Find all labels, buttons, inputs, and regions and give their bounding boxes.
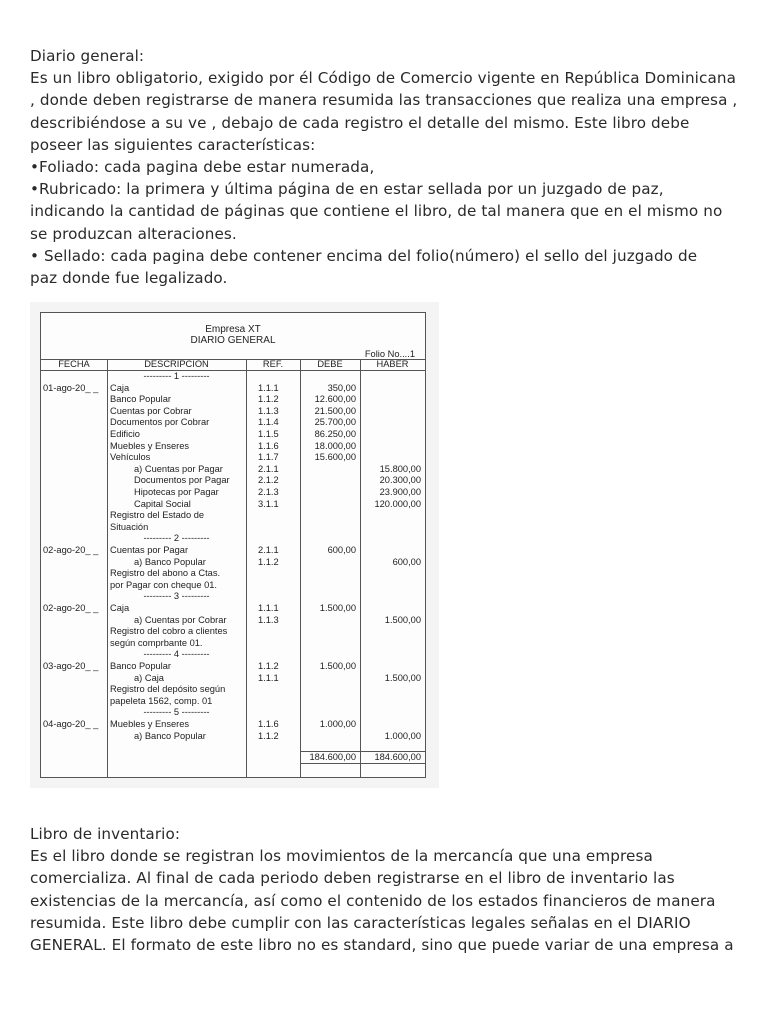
row-ref: 1.1.3 [258,614,279,625]
row-description: Edificio [110,429,140,439]
row-debe: 1.000,00 [319,719,356,729]
diario-general-line: indicando la cantidad de páginas que contiene el libro, de tal manera que en el mismo no [30,202,723,221]
row-description: por Pagar con cheque 01. [110,579,217,590]
ledger-folio: Folio No....1 [364,349,415,359]
row-description: Registro del Estado de [110,510,205,521]
header-ref: REF. [262,359,284,369]
row-description: Capital Social [134,498,191,509]
libro-inventario-heading: Libro de inventario: [30,825,181,843]
diario-general-line: Es un libro obligatorio, exigido por él Código de Comercio vigente en República Dominicana [30,69,736,88]
diario-general-heading: Diario general: [30,47,145,65]
libro-inventario-line: GENERAL. El formato de este libro no es standard, sino que puede variar de una empresa a [30,936,734,955]
row-debe: 350,00 [327,382,356,393]
row-haber: 120.000,00 [374,498,421,509]
row-ref: 1.1.2 [258,730,279,741]
row-ref: 1.1.2 [258,661,279,671]
row-haber: 15.800,00 [379,463,421,474]
row-debe: 1.500,00 [319,661,356,671]
row-description: Caja [110,603,130,613]
row-haber: 20.300,00 [379,475,421,486]
row-description: papeleta 1562, comp. 01 [110,695,213,706]
row-fecha: 02-ago-20_ _ [43,603,99,613]
row-ref: 1.1.2 [258,556,279,567]
libro-inventario-paragraph [30,823,742,956]
row-debe: 86.250,00 [314,429,356,439]
row-debe: 600,00 [327,545,356,555]
header-descripcion: DESCRIPCION [144,359,209,369]
row-ref: 2.1.2 [258,475,279,486]
row-ref: 2.1.1 [258,545,279,555]
diario-general-line: paz donde fue legalizado. [30,269,228,288]
row-fecha: 02-ago-20_ _ [43,545,99,555]
total-debe: 184.600,00 [309,752,356,762]
row-haber: 600,00 [392,556,421,567]
row-ref: 1.1.6 [258,440,279,451]
header-fecha: FECHA [58,359,90,369]
row-debe: 12.600,00 [314,394,356,405]
row-debe: 15.600,00 [314,452,356,463]
row-description: a) Banco Popular [134,730,206,741]
row-fecha: 04-ago-20_ _ [43,719,99,729]
diario-general-line: • Sellado: cada pagina debe contener encima del folio(número) el sello del juzgado de [30,246,698,265]
row-description: Cuentas por Cobrar [110,405,192,416]
row-description: Banco Popular [110,394,171,405]
row-ref: 1.1.3 [258,405,279,416]
libro-inventario-line: comercializa. Al final de cada periodo deben registrarse en el libro de inventario las [30,869,675,888]
diario-general-line: poseer las siguientes características: [30,135,316,154]
diario-general-paragraph [30,45,742,289]
row-separator: --------- 4 --------- [143,649,210,660]
row-separator: --------- 2 --------- [143,533,210,544]
row-ref: 1.1.1 [258,672,279,683]
libro-inventario-line: Es el libro donde se registran los movimientos de la mercancía que una empresa [30,847,653,866]
row-ref: 1.1.2 [258,394,279,405]
row-description: Registro del depósito según [110,684,226,695]
header-debe: DEBE [317,359,343,369]
diario-general-line: se produzcan alteraciones. [30,224,237,243]
diario-general-line: •Foliado: cada pagina debe estar numerada, [30,158,375,177]
row-description: Documentos por Cobrar [110,417,210,428]
row-description: Muebles y Enseres [110,440,190,451]
col-divider-descripcion [246,359,247,777]
row-description: a) Cuentas por Cobrar [134,614,227,625]
row-description: Hipotecas por Pagar [134,487,219,497]
ledger-table [40,312,426,778]
row-ref: 3.1.1 [258,498,279,509]
row-ref: 2.1.3 [258,487,279,497]
row-description: Vehículos [110,452,151,463]
total-haber: 184.600,00 [374,752,421,762]
row-ref: 1.1.4 [258,417,279,428]
row-ref: 1.1.6 [258,719,279,729]
row-debe: 18.000,00 [314,440,356,451]
row-description: Registro del cobro a clientes [110,626,228,637]
row-haber: 23.900,00 [379,487,421,497]
row-description: Banco Popular [110,661,171,671]
row-fecha: 01-ago-20_ _ [43,382,99,393]
ledger-company: Empresa XT [205,324,261,335]
row-separator: --------- 3 --------- [143,591,210,602]
diario-general-line: •Rubricado: la primera y última página de en estar sellada por un juzgado de paz, [30,180,664,199]
libro-inventario-line: resumida. Este libro debe cumplir con las características legales señalas en el DIARIO [30,913,691,932]
row-description: a) Caja [134,672,164,683]
row-description: Documentos por Pagar [134,475,230,486]
row-ref: 2.1.1 [258,463,279,474]
row-separator: --------- 1 --------- [143,371,210,381]
row-ref: 1.1.5 [258,429,279,439]
row-debe: 21.500,00 [314,405,356,416]
row-debe: 25.700,00 [314,417,356,428]
header-haber: HABER [376,359,409,369]
row-description: Cuentas por Pagar [110,545,189,555]
row-description: Muebles y Enseres [110,719,190,729]
row-haber: 1.500,00 [384,614,421,625]
row-description: Situación [110,521,149,532]
row-ref: 1.1.1 [258,603,279,613]
row-description: a) Cuentas por Pagar [134,463,223,474]
row-ref: 1.1.7 [258,452,279,463]
row-haber: 1.500,00 [384,672,421,683]
row-ref: 1.1.1 [258,382,279,393]
row-debe: 1.500,00 [319,603,356,613]
diario-general-figure [30,302,439,788]
libro-inventario-line: existencias de la mercancía, así como el contenido de los estados financieros de manera [30,891,716,910]
row-description: a) Banco Popular [134,556,206,567]
diario-general-line: describiéndose a su ve , debajo de cada registro el detalle del mismo. Este libro debe [30,113,690,132]
ledger-title: DIARIO GENERAL [190,335,276,346]
row-haber: 1.000,00 [384,730,421,741]
row-description: Registro del abono a Ctas. [110,568,221,579]
row-fecha: 03-ago-20_ _ [43,661,99,671]
row-description: según comprbante 01. [110,637,203,648]
row-description: Caja [110,382,130,393]
diario-general-line: , donde deben registrarse de manera resumida las transacciones que realiza una empresa , [30,91,738,110]
row-separator: --------- 5 --------- [143,707,210,718]
